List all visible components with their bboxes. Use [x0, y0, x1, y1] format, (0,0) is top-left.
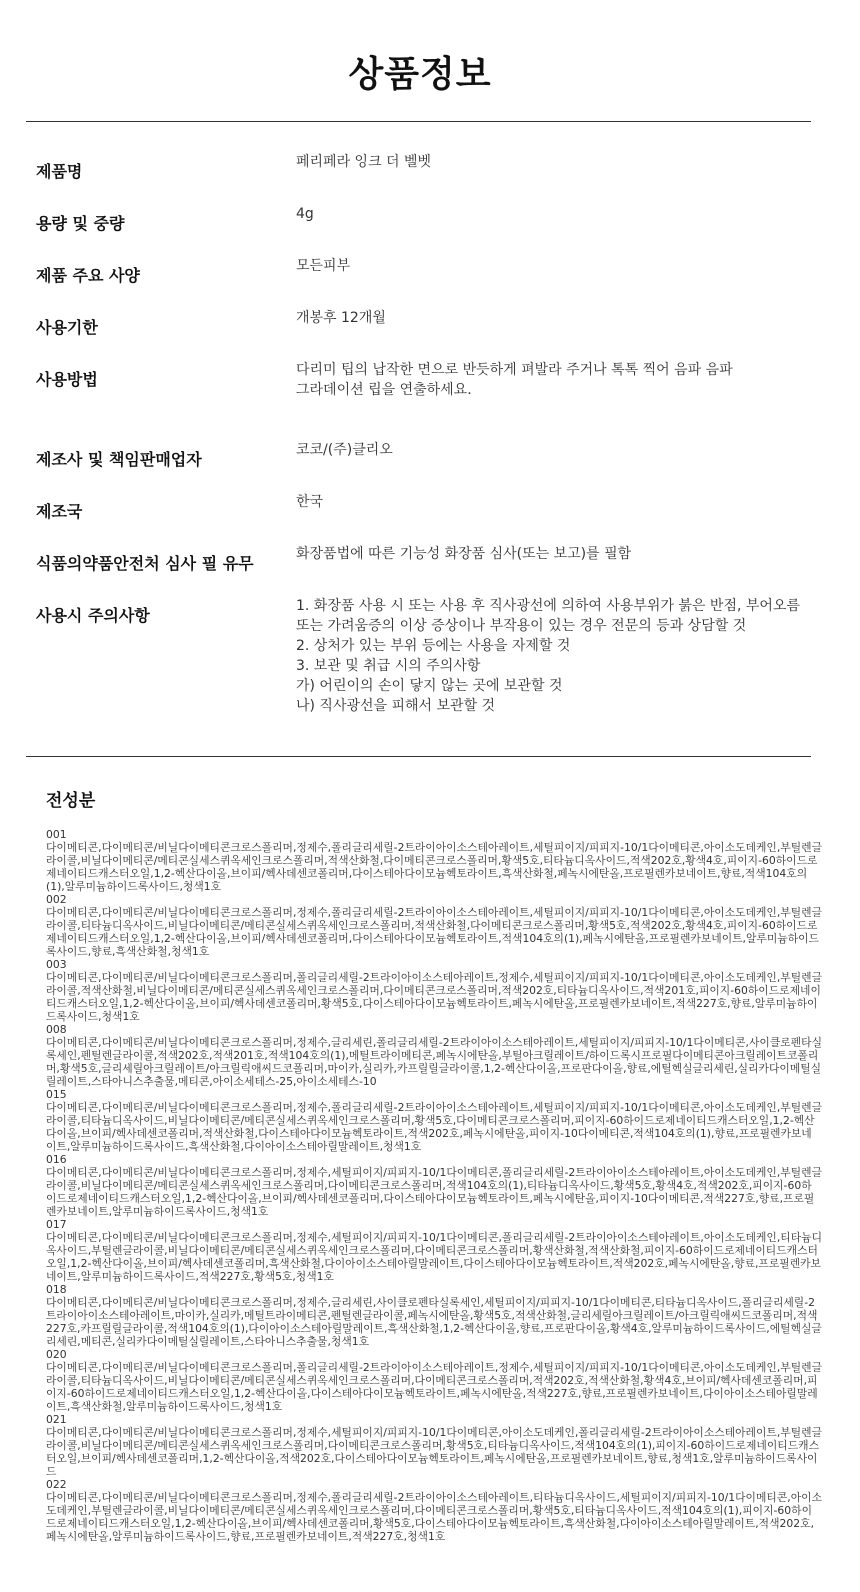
spec-value: 4g — [296, 206, 314, 222]
spec-value: 코코/(주)클리오 — [296, 442, 393, 458]
spec-label: 사용방법 — [36, 370, 98, 389]
spec-row-mfds-review — [36, 544, 851, 596]
spec-value: 1. 화장품 사용 시 또는 사용 후 직사광선에 의하여 사용부위가 붉은 반점, 부어오름 또는 가려움증의 이상 증상이나 부작용이 있는 경우 전문의 등과 상담할 것 2. 상처가 있는 부위 등에는 사용을 자제할 것 3. 보관 및 취급 시의 주의사항 가) 어린이의 손이 닿지 않는 곳에 보관할 것 나) 직사광선을 피해서 보관할 것 — [296, 598, 800, 714]
ingredient-item — [46, 1413, 822, 1478]
product-info-table — [36, 152, 851, 720]
spec-row-main-spec — [36, 256, 851, 308]
ingredient-code: 016 — [46, 1153, 67, 1166]
ingredient-text: 다이메티콘,다이메티콘/비닐다이메티콘크로스폴리머,정제수,글리세린,사이클로펜타실록세인,세틸피이지/피피지-10/1다이메티콘,티타늄디옥사이드,폴리글리세릴-2트라이아이소스테아레이트,마이카,실리카,메틸트라이메티콘,펜틸렌글라이콜,페녹시에탄올,황색5호,적색산화철,글리세릴아크릴레이트/아크릴릭애씨드코폴리머,적색227호,카프릴릴글라이콜,적색104호의(1),다이아이소스테아릴말레이트,흑색산화철,1,2-헥산다이올,향료,프로판다이올,황색4호,알루미늄하이드록사이드,에틸헥실글리세린,메티콘,실리카다이메틸실릴레이트,스타아니스추출물,청색1호 — [46, 1296, 822, 1348]
title-divider — [26, 121, 811, 122]
spec-row-usage — [36, 360, 851, 440]
spec-label: 제품 주요 사양 — [36, 266, 140, 285]
spec-value: 다리미 팁의 납작한 면으로 반듯하게 펴발라 주거나 톡톡 찍어 음파 음파 그라데이션 립을 연출하세요. — [296, 362, 733, 398]
spec-row-manufacturer — [36, 440, 851, 492]
ingredient-code: 021 — [46, 1413, 67, 1426]
spec-label: 식품의약품안전처 심사 필 유무 — [36, 554, 254, 573]
ingredient-item — [46, 958, 822, 1023]
ingredient-code: 003 — [46, 958, 67, 971]
spec-row-expiry — [36, 308, 851, 360]
spec-value: 모든피부 — [296, 258, 351, 274]
ingredient-text: 다이메티콘,다이메티콘/비닐다이메티콘크로스폴리머,정제수,폴리글리세릴-2트라이아이소스테아레이트,세틸피이지/피피지-10/1다이메티콘,아이소도데케인,부틸렌글라이콜,티타늄디옥사이드,비닐다이메티콘/메티콘실세스퀴옥세인크로스폴리머,황색5호,다이메티콘크로스폴리머,피이지-60하이드로제네이티드캐스터오일,1,2-헥산다이올,브이피/헥사데센코폴리머,적색산화철,다이스테아다이모늄헥토라이트,적색202호,페녹시에탄올,피이지-10다이메티콘,적색104호의(1),향료,프로필렌카보네이트,알루미늄하이드록사이드,흑색산화철,다이아이소스테아릴말레이트,청색1호 — [46, 1101, 822, 1153]
spec-label: 사용기한 — [36, 318, 98, 337]
spec-value: 개봉후 12개월 — [296, 310, 386, 326]
spec-label: 용량 및 중량 — [36, 214, 125, 233]
ingredients-list — [46, 828, 822, 1543]
ingredient-code: 020 — [46, 1348, 67, 1361]
ingredient-item — [46, 1088, 822, 1153]
spec-value: 화장품법에 따른 기능성 화장품 심사(또는 보고)를 필함 — [296, 546, 632, 562]
ingredient-item — [46, 1023, 822, 1088]
spec-row-product-name — [36, 152, 851, 204]
ingredient-code: 018 — [46, 1283, 67, 1296]
ingredient-text: 다이메티콘,다이메티콘/비닐다이메티콘크로스폴리머,정제수,폴리글리세릴-2트라이아이소스테아레이트,세틸피이지/피피지-10/1다이메티콘,아이소도데케인,부틸렌글라이콜,티타늄디옥사이드,비닐다이메티콘/메티콘실세스퀴옥세인크로스폴리머,적색산화철,다이메티콘크로스폴리머,황색5호,적색202호,황색4호,피이지-60하이드로제네이티드캐스터오일,1,2-헥산다이올,브이피/헥사데센코폴리머,다이스테아다이모늄헥토라이트,적색104호의(1),페녹시에탄올,프로필렌카보네이트,알루미늄하이드록사이드,향료,흑색산화철,청색1호 — [46, 906, 822, 958]
section-divider — [26, 756, 811, 757]
spec-value: 페리페라 잉크 더 벨벳 — [296, 154, 432, 170]
spec-row-country — [36, 492, 851, 544]
spec-row-capacity — [36, 204, 851, 256]
ingredient-item — [46, 1348, 822, 1413]
ingredient-text: 다이메티콘,다이메티콘/비닐다이메티콘크로스폴리머,정제수,세틸피이지/피피지-10/1다이메티콘,폴리글리세릴-2트라이아이소스테아레이트,아이소도데케인,티타늄디옥사이드,부틸렌글라이콜,비닐다이메티콘/메티콘실세스퀴옥세인크로스폴리머,다이메티콘크로스폴리머,황색산화철,적색산화철,피이지-60하이드로제네이티드캐스터오일,1,2-헥산다이올,브이피/헥사데센코폴리머,흑색산화철,다이아이소스테아릴말레이트,다이스테아다이모늄헥토라이트,적색202호,페녹시에탄올,향료,프로필렌카보네이트,알루미늄하이드록사이드,적색227호,황색5호,청색1호 — [46, 1231, 822, 1283]
ingredient-item — [46, 1153, 822, 1218]
spec-label: 제조사 및 책임판매업자 — [36, 450, 202, 469]
ingredient-text: 다이메티콘,다이메티콘/비닐다이메티콘크로스폴리머,폴리글리세릴-2트라이아이소스테아레이트,정제수,세틸피이지/피피지-10/1다이메티콘,아이소도데케인,부틸렌글라이콜,적색산화철,비닐다이메티콘/메티콘실세스퀴옥세인크로스폴리머,다이메티콘크로스폴리머,적색202호,티타늄디옥사이드,적색201호,피이지-60하이드로제네이티드캐스터오일,1,2-헥산다이올,브이피/헥사데센코폴리머,황색5호,다이스테아다이모늄헥토라이트,페녹시에탄올,프로필렌카보네이트,적색227호,향료,알루미늄하이드록사이드,청색1호 — [46, 971, 822, 1023]
ingredient-text: 다이메티콘,다이메티콘/비닐다이메티콘크로스폴리머,정제수,폴리글리세릴-2트라이아이소스테아레이트,세틸피이지/피피지-10/1다이메티콘,아이소도데케인,부틸렌글라이콜,비닐다이메티콘/메티콘실세스퀴옥세인크로스폴리머,적색산화철,다이메티콘크로스폴리머,황색5호,티타늄디옥사이드,적색202호,황색4호,피이지-60하이드로제네이티드캐스터오일,1,2-헥산다이올,브이피/헥사데센코폴리머,다이스테아다이모늄헥토라이트,흑색산화철,페녹시에탄올,프로필렌카보네이트,향료,적색104호의(1),알루미늄하이드록사이드,청색1호 — [46, 841, 822, 893]
ingredient-code: 008 — [46, 1023, 67, 1036]
spec-label: 제조국 — [36, 502, 83, 521]
page-title: 상품정보 — [348, 54, 492, 95]
spec-row-precautions — [36, 596, 851, 720]
ingredient-item — [46, 1283, 822, 1348]
spec-value: 한국 — [296, 494, 324, 510]
ingredient-code: 022 — [46, 1478, 67, 1491]
ingredient-code: 017 — [46, 1218, 67, 1231]
ingredient-text: 다이메티콘,다이메티콘/비닐다이메티콘크로스폴리머,정제수,폴리글리세릴-2트라이아이소스테아레이트,티타늄디옥사이드,세틸피이지/피피지-10/1다이메티콘,아이소도데케인,부틸렌글라이콜,비닐다이메티콘/메티콘실세스퀴옥세인크로스폴리머,다이메티콘크로스폴리머,황색5호,티타늄디옥사이드,적색104호의(1),피이지-60하이드로제네이티드캐스터오일,1,2-헥산다이올,브이피/헥사데센코폴리머,황색5호,다이스테아다이모늄헥토라이트,흑색산화철,다이아이소스테아릴말레이트,적색202호,페녹시에탄올,알루미늄하이드록사이드,향료,프로필렌카보네이트,적색227호,청색1호 — [46, 1491, 822, 1543]
ingredient-code: 001 — [46, 828, 67, 841]
ingredients-title: 전성분 — [46, 791, 96, 811]
ingredient-item — [46, 893, 822, 958]
ingredient-text: 다이메티콘,다이메티콘/비닐다이메티콘크로스폴리머,폴리글리세릴-2트라이아이소스테아레이트,정제수,세틸피이지/피피지-10/1다이메티콘,아이소도데케인,부틸렌글라이콜,티타늄디옥사이드,비닐다이메티콘/메티콘실세스퀴옥세인크로스폴리머,다이메티콘크로스폴리머,적색202호,적색산화철,황색4호,브이피/헥사데센코폴리머,피이지-60하이드로제네이티드캐스터오일,1,2-헥산다이올,다이스테아다이모늄헥토라이트,페녹시에탄올,적색227호,향료,프로필렌카보네이트,다이아이소스테아릴말레이트,흑색산화철,알루미늄하이드록사이드,청색1호 — [46, 1361, 822, 1413]
ingredient-code: 015 — [46, 1088, 67, 1101]
ingredient-text: 다이메티콘,다이메티콘/비닐다이메티콘크로스폴리머,정제수,글리세린,폴리글리세릴-2트라이아이소스테아레이트,세틸피이지/피피지-10/1다이메티콘,사이클로펜타실록세인,펜틸렌글라이콜,적색202호,적색201호,적색104호의(1),메틸트라이메티콘,페녹시에탄올,부틸아크릴레이트/하이드록시프로필다이메티콘아크릴레이트코폴리머,황색5호,글리세릴아크릴레이트/아크릴릭애씨드코폴리머,마이카,실리카,카프릴릴글라이콜,1,2-헥산다이올,프로판다이올,향료,에틸헥실글리세린,실리카다이메틸실릴레이트,스타아니스추출물,메티콘,아이소세테스-25,아이소세테스-10 — [46, 1036, 822, 1088]
ingredient-text: 다이메티콘,다이메티콘/비닐다이메티콘크로스폴리머,정제수,세틸피이지/피피지-10/1다이메티콘,아이소도데케인,폴리글리세릴-2트라이아이소스테아레이트,부틸렌글라이콜,비닐다이메티콘/메티콘실세스퀴옥세인크로스폴리머,다이메티콘크로스폴리머,황색5호,티타늄디옥사이드,적색104호의(1),피이지-60하이드로제네이티드캐스터오일,브이피/헥사데센코폴리머,1,2-헥산다이올,적색202호,다이스테아다이모늄헥토라이트,페녹시에탄올,프로필렌카보네이트,향료,청색1호,알루미늄하이드록사이드 — [46, 1426, 822, 1478]
spec-label: 제품명 — [36, 162, 83, 181]
ingredient-text: 다이메티콘,다이메티콘/비닐다이메티콘크로스폴리머,정제수,세틸피이지/피피지-10/1다이메티콘,폴리글리세릴-2트라이아이소스테아레이트,아이소도데케인,부틸렌글라이콜,비닐다이메티콘/메티콘실세스퀴옥세인크로스폴리머,다이메티콘크로스폴리머,적색104호의(1),티타늄디옥사이드,황색5호,황색4호,적색202호,피이지-60하이드로제네이티드캐스터오일,1,2-헥산다이올,브이피/헥사데센코폴리머,다이스테아다이모늄헥토라이트,페녹시에탄올,피이지-10다이메티콘,적색227호,향료,프로필렌카보네이트,알루미늄하이드록사이드,청색1호 — [46, 1166, 822, 1218]
ingredient-item — [46, 828, 822, 893]
ingredient-code: 002 — [46, 893, 67, 906]
ingredient-item — [46, 1478, 822, 1543]
ingredient-item — [46, 1218, 822, 1283]
spec-label: 사용시 주의사항 — [36, 606, 150, 625]
